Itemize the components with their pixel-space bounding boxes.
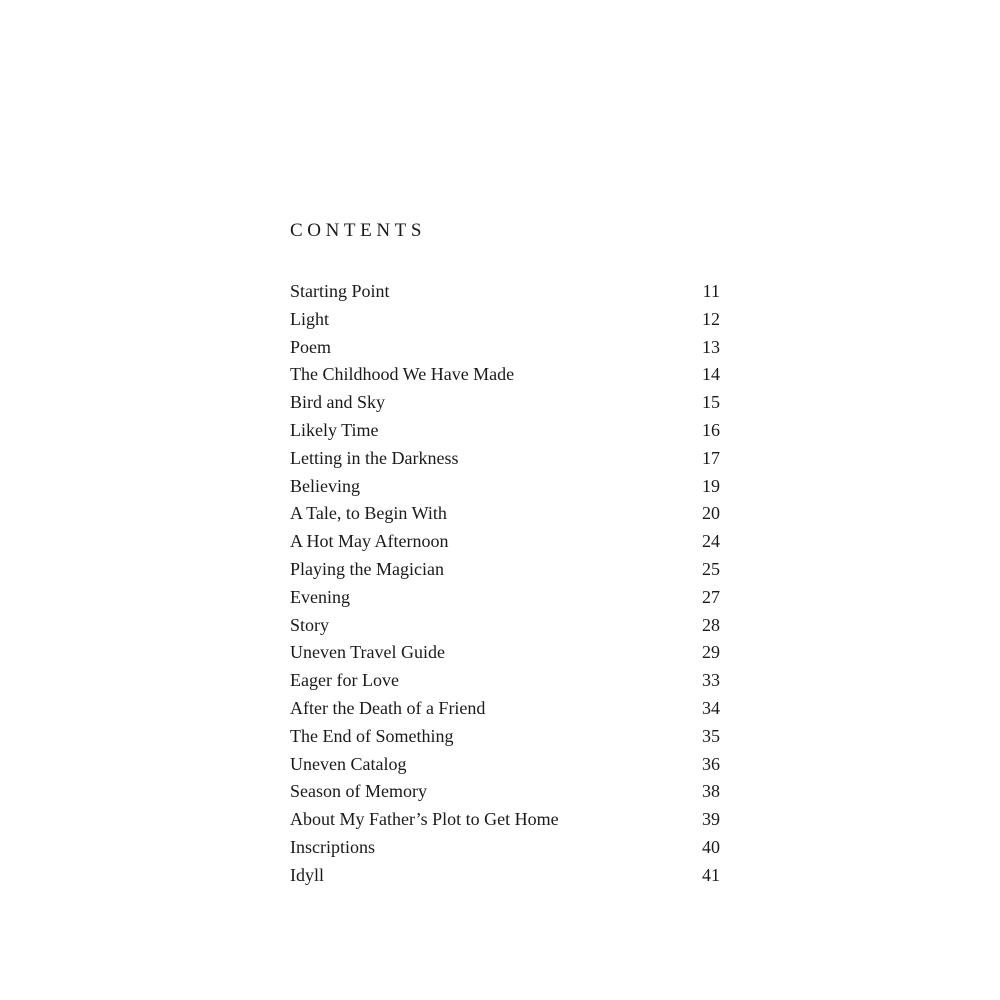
toc-entry-page-number: 33 — [702, 670, 720, 691]
toc-entry-page-number: 41 — [702, 864, 720, 885]
toc-entry-title: Uneven Catalog — [290, 753, 407, 774]
toc-entry-page-number: 11 — [702, 281, 720, 301]
toc-entry-title: Season of Memory — [290, 781, 427, 802]
toc-entry-title: A Hot May Afternoon — [290, 531, 449, 552]
toc-entry — [290, 613, 720, 641]
toc-entry-page-number: 24 — [702, 531, 720, 552]
toc-entry-page-number: 17 — [702, 447, 720, 468]
toc-entry-title: After the Death of a Friend — [290, 697, 486, 718]
toc-entry-page-number: 40 — [702, 836, 720, 857]
toc-entry — [290, 585, 720, 613]
toc-entry-title: Believing — [290, 475, 360, 496]
toc-entry-title: Letting in the Darkness — [290, 447, 459, 468]
toc-entry-title: Likely Time — [290, 419, 379, 440]
toc-entry-page-number: 39 — [702, 809, 720, 830]
toc-entry-page-number: 36 — [702, 753, 720, 774]
toc-entry — [290, 668, 720, 696]
toc-entry-page-number: 19 — [702, 475, 720, 496]
toc-entry-page-number: 34 — [702, 697, 720, 718]
toc-entry — [290, 835, 720, 863]
toc-entry-title: About My Father’s Plot to Get Home — [290, 809, 559, 830]
toc-entry-page-number: 25 — [702, 558, 720, 579]
toc-entry-page-number: 14 — [702, 364, 720, 385]
toc-entry — [290, 474, 720, 502]
toc-entry-title: The End of Something — [290, 725, 454, 746]
toc-entry-title: Idyll — [290, 864, 324, 885]
toc-entry — [290, 362, 720, 390]
toc-entry-page-number: 13 — [702, 336, 720, 357]
toc-entry-title: The Childhood We Have Made — [290, 364, 515, 385]
toc-entry — [290, 557, 720, 585]
contents-heading: CONTENTS — [290, 220, 427, 241]
toc-entry-page-number: 38 — [702, 781, 720, 802]
toc-entry-title: Inscriptions — [290, 836, 375, 857]
table-of-contents — [290, 279, 720, 891]
toc-entry-page-number: 28 — [702, 614, 720, 635]
toc-entry — [290, 696, 720, 724]
toc-entry-title: Light — [290, 308, 329, 329]
toc-entry — [290, 529, 720, 557]
toc-entry — [290, 863, 720, 891]
toc-entry — [290, 418, 720, 446]
toc-entry — [290, 779, 720, 807]
toc-entry — [290, 279, 720, 307]
toc-entry-page-number: 12 — [702, 308, 720, 329]
toc-entry — [290, 390, 720, 418]
toc-entry-page-number: 29 — [702, 642, 720, 663]
toc-entry — [290, 335, 720, 363]
toc-entry-title: Poem — [290, 336, 332, 357]
toc-entry-title: A Tale, to Begin With — [290, 503, 447, 524]
toc-entry — [290, 307, 720, 335]
toc-entry — [290, 501, 720, 529]
toc-entry-title: Bird and Sky — [290, 392, 386, 413]
toc-entry — [290, 446, 720, 474]
toc-entry-page-number: 16 — [702, 419, 720, 440]
toc-entry-title: Starting Point — [290, 281, 390, 301]
toc-entry-page-number: 27 — [702, 586, 720, 607]
toc-entry-page-number: 35 — [702, 725, 720, 746]
toc-entry-page-number: 20 — [702, 503, 720, 524]
toc-entry — [290, 640, 720, 668]
toc-entry-title: Evening — [290, 586, 350, 607]
toc-entry — [290, 724, 720, 752]
toc-entry-title: Playing the Magician — [290, 558, 444, 579]
toc-entry-title: Uneven Travel Guide — [290, 642, 445, 663]
toc-entry — [290, 752, 720, 780]
toc-entry — [290, 807, 720, 835]
toc-entry-title: Story — [290, 614, 330, 635]
toc-entry-title: Eager for Love — [290, 670, 399, 691]
toc-entry-page-number: 15 — [702, 392, 720, 413]
